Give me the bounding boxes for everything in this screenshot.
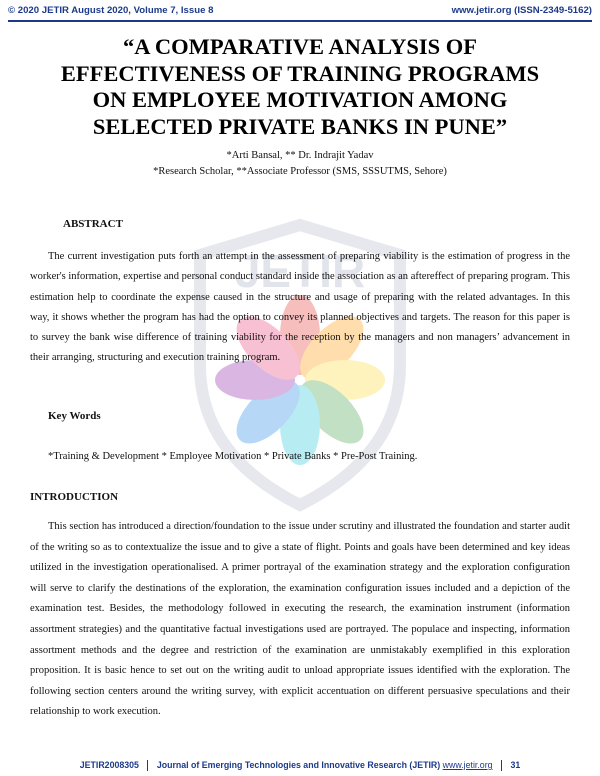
author-names: *Arti Bansal, ** Dr. Indrajit Yadav: [226, 150, 374, 161]
introduction-heading: INTRODUCTION: [30, 491, 119, 503]
footer-journal-name: Journal of Emerging Technologies and Innovative Research (JETIR): [156, 760, 441, 770]
keywords-text: *Training & Development * Employee Motivation * Private Banks * Pre-Post Training.: [48, 451, 418, 462]
author-block: [30, 148, 570, 180]
header-website-issn: www.jetir.org (ISSN-2349-5162): [451, 5, 592, 16]
title-line: EFFECTIVENESS OF TRAINING PROGRAMS: [60, 60, 540, 86]
watermark-text: JETIR: [234, 245, 366, 297]
introduction-text: This section has introduced a direction/foundation to the issue under scrutiny and illustrated the foundation and starter audit of the writing so as to contextualize the issue and to give a state of flight. Points and goals have been determined and key ideas utilized in the investigation operationalised. A primer portrayal of the examination strategy and the exploration configuration will serve to clarify the destinations of the exploration, the examination configuration issues included and a depiction of the examination test. Besides, the methodology followed in executing the research, the examination instrument (information assortment strategies) and the quantitative factual investigations used are portrayed. The populace and inspecting, information assortment methods and the degree and restriction of the examination are unmistakably exemplified in this exploration proposition. It is basic hence to set out on the writing audit to unload appropriate issues identified with the exploration. The following section centers around the writing survey, with explicit accentuation on different persuasive speculations and their relationship to work execution.: [30, 521, 570, 718]
abstract-heading: ABSTRACT: [63, 218, 123, 230]
footer-divider: [147, 760, 148, 771]
running-header: [8, 5, 592, 19]
footer-website-link[interactable]: www.jetir.org: [442, 760, 493, 770]
header-divider: [8, 20, 592, 22]
title-line: ON EMPLOYEE MOTIVATION AMONG: [92, 87, 508, 112]
header-journal-issue: © 2020 JETIR August 2020, Volume 7, Issue 8: [8, 5, 214, 16]
paper-title: [30, 34, 570, 140]
author-affiliation: *Research Scholar, **Associate Professor (SMS, SSSUTMS, Sehore): [153, 166, 447, 177]
title-line: “A COMPARATIVE ANALYSIS OF: [122, 34, 477, 59]
footer-page-number: 31: [510, 760, 521, 770]
title-line: SELECTED PRIVATE BANKS IN PUNE”: [92, 113, 508, 139]
footer-paper-id: JETIR2008305: [79, 760, 139, 770]
footer-divider: [501, 760, 502, 771]
keywords-heading: Key Words: [48, 410, 101, 422]
page-footer: [0, 760, 600, 774]
abstract-text: The current investigation puts forth an attempt in the assessment of preparing viability is the estimation of progress in the worker's information, expertise and personal conduct standard inside the association as an aftereffect of preparing program. This estimation help to coordinate the expense caused in the structure and usage of preparing with the related advantages. In this way, it shows whether the program has had the option to convey its planned objectives and targets. The reason for this paper is to survey the bank wise difference of training viability for the reception by the managers and non managers’ advancement in their arranging, structuring and execution training program.: [30, 251, 570, 364]
